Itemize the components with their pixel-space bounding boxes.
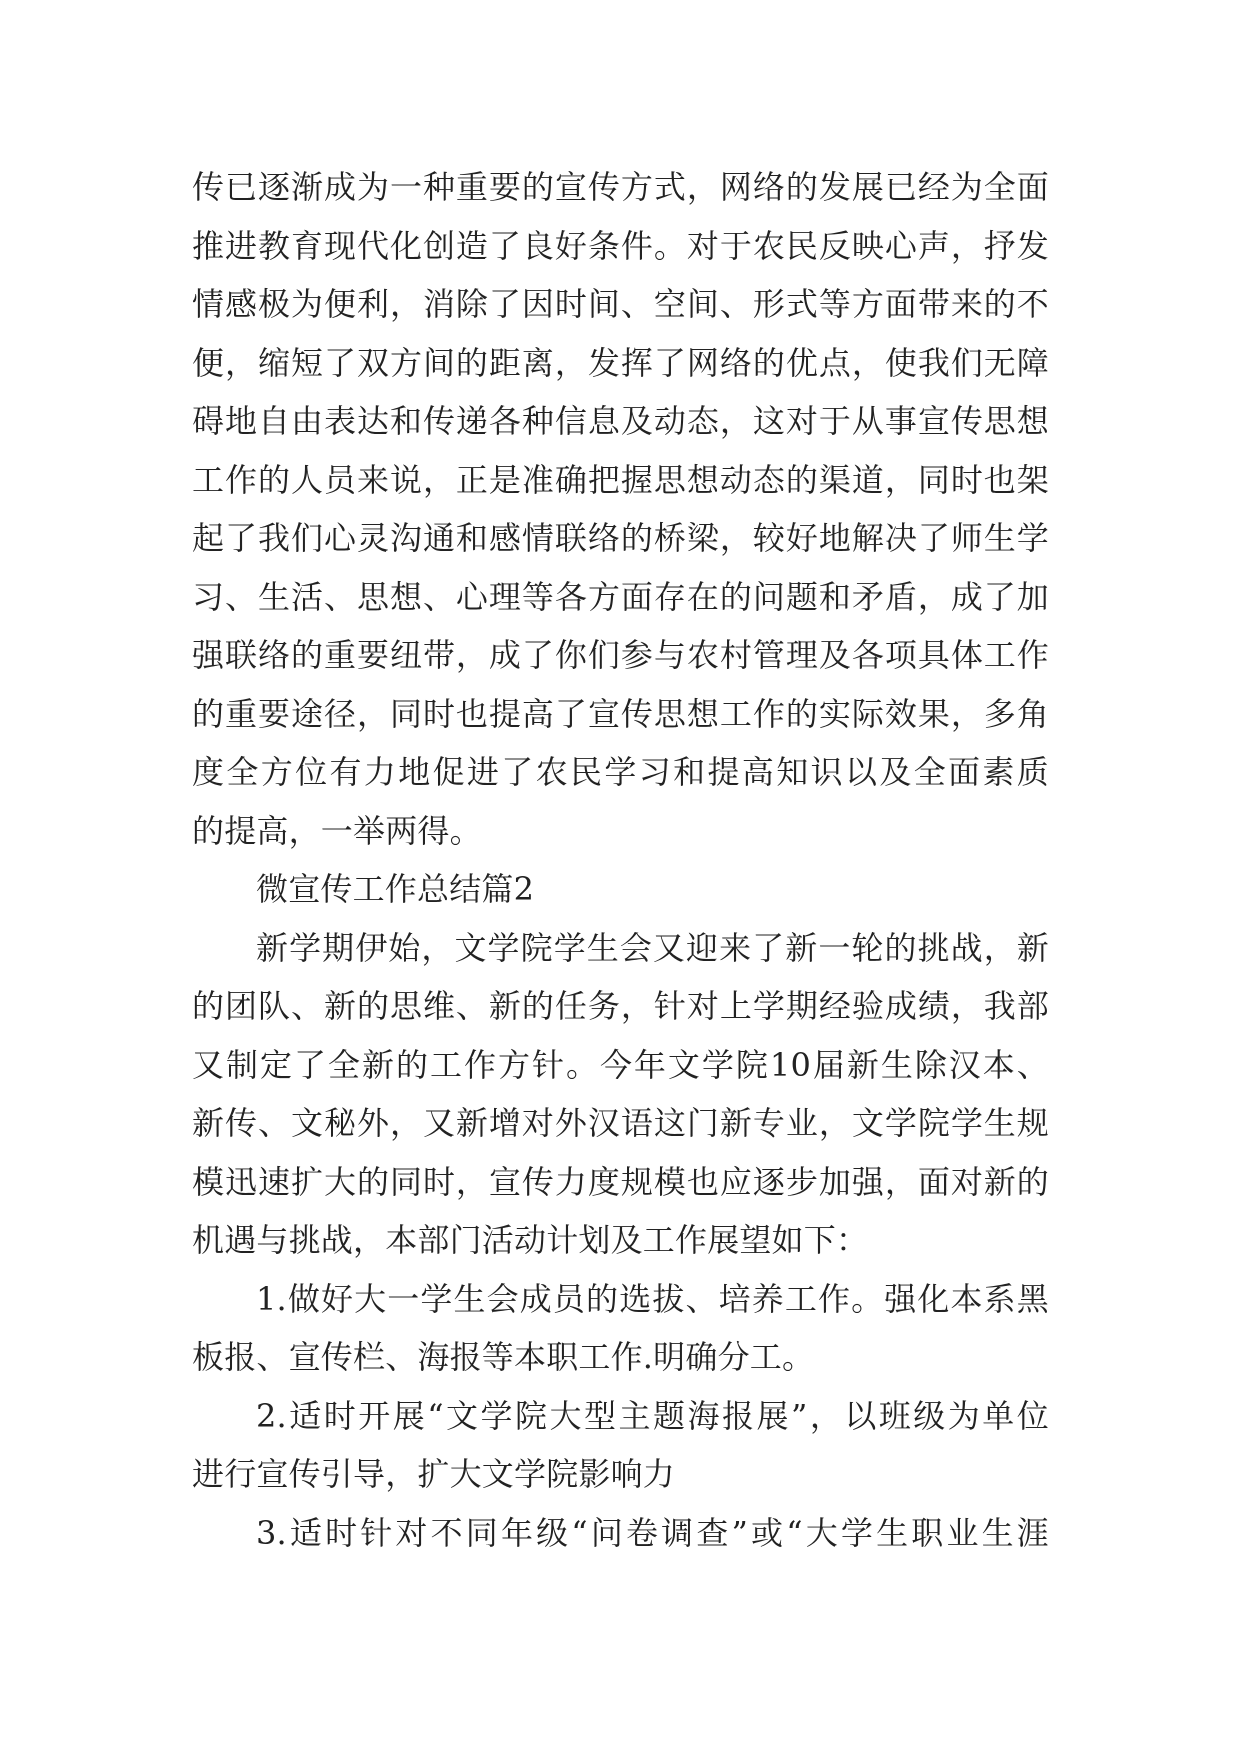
body-line: 的重要途径，同时也提高了宣传思想工作的实际效果，多角 (192, 694, 1049, 733)
body-line: 的提高，一举两得。 (192, 811, 482, 850)
body-line: 碍地自由表达和传递各种信息及动态，这对于从事宣传思想 (192, 402, 1049, 440)
body-line: 便，缩短了双方间的距离，发挥了网络的优点，使我们无障 (192, 343, 1049, 382)
body-line: 度全方位有力地促进了农民学习和提高知识以及全面素质 (192, 753, 1049, 791)
body-line: 新传、文秘外，又新增对外汉语这门新专业，文学院学生规 (192, 1104, 1049, 1142)
body-line: 机遇与挑战，本部门活动计划及工作展望如下： (192, 1221, 869, 1259)
list-item-continuation: 板报、宣传栏、海报等本职工作.明确分工。 (192, 1338, 815, 1376)
list-item: 3.适时针对不同年级“问卷调查”或“大学生职业生涯 (256, 1513, 1049, 1552)
body-line: 推进教育现代化创造了良好条件。对于农民反映心声，抒发 (192, 226, 1049, 265)
list-item: 2.适时开展“文学院大型主题海报展”，以班级为单位 (256, 1396, 1049, 1435)
body-line: 的团队、新的思维、新的任务，针对上学期经验成绩，我部 (192, 987, 1049, 1025)
body-line: 情感极为便利，消除了因时间、空间、形式等方面带来的不 (192, 285, 1049, 323)
body-line: 又制定了全新的工作方针。今年文学院10届新生除汉本、 (192, 1045, 1049, 1084)
body-line: 新学期伊始，文学院学生会又迎来了新一轮的挑战，新 (256, 928, 1049, 967)
body-line: 工作的人员来说，正是准确把握思想动态的渠道，同时也架 (192, 460, 1049, 499)
list-item: 1.做好大一学生会成员的选拔、培养工作。强化本系黑 (256, 1279, 1049, 1318)
body-line: 模迅速扩大的同时，宣传力度规模也应逐步加强，面对新的 (192, 1162, 1049, 1201)
body-line: 强联络的重要纽带，成了你们参与农村管理及各项具体工作 (192, 636, 1049, 674)
list-item-continuation: 进行宣传引导，扩大文学院影响力 (192, 1455, 676, 1493)
body-line: 起了我们心灵沟通和感情联络的桥梁，较好地解决了师生学 (192, 519, 1049, 557)
body-line: 传已逐渐成为一种重要的宣传方式，网络的发展已经为全面 (192, 168, 1049, 206)
document-body (192, 158, 1049, 1562)
section-heading: 微宣传工作总结篇2 (256, 870, 535, 908)
body-line: 习、生活、思想、心理等各方面存在的问题和矛盾，成了加 (192, 577, 1049, 616)
